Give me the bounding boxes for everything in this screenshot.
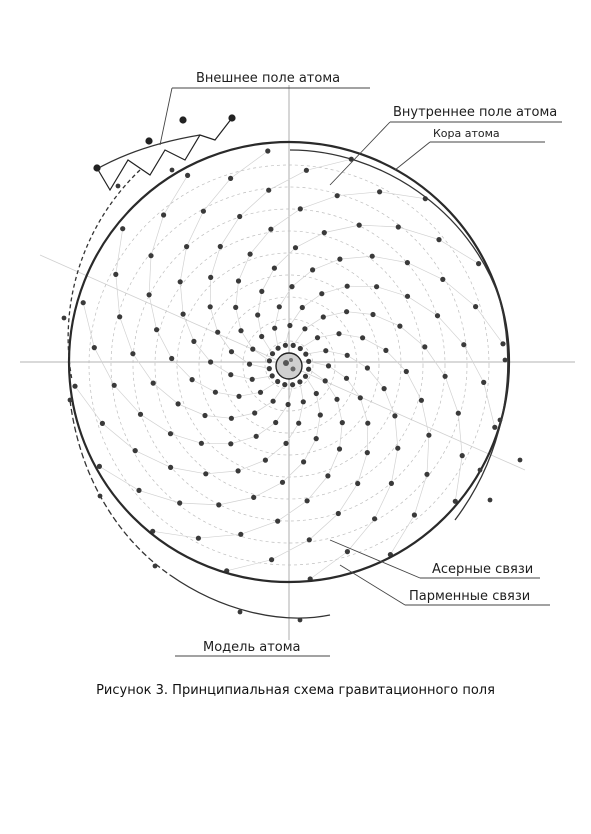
field-dot bbox=[168, 431, 173, 436]
outer-field-dot bbox=[488, 498, 493, 503]
field-dot bbox=[337, 257, 342, 262]
field-dot bbox=[237, 214, 242, 219]
inner-field-label: Внутреннее поле атома bbox=[393, 105, 558, 120]
field-dot bbox=[305, 498, 310, 503]
field-dot bbox=[236, 468, 241, 473]
field-dot bbox=[201, 209, 206, 214]
field-dot bbox=[228, 176, 233, 181]
field-dot bbox=[314, 391, 319, 396]
field-dot bbox=[151, 381, 156, 386]
field-dot bbox=[238, 532, 243, 537]
spiral-arm bbox=[178, 148, 275, 382]
field-dot bbox=[323, 378, 328, 383]
field-dot bbox=[298, 346, 303, 351]
field-dot bbox=[481, 380, 486, 385]
field-dot bbox=[302, 326, 307, 331]
field-dot bbox=[92, 345, 97, 350]
arm-path bbox=[300, 334, 429, 555]
outer-field-dots bbox=[62, 168, 523, 623]
field-dot bbox=[238, 328, 243, 333]
field-dot bbox=[370, 312, 375, 317]
field-dot bbox=[301, 459, 306, 464]
field-dot bbox=[229, 349, 234, 354]
outer-field-dot bbox=[518, 458, 523, 463]
field-dot bbox=[276, 346, 281, 351]
outer-field-dot bbox=[170, 168, 175, 173]
field-dot bbox=[377, 189, 382, 194]
model-label: Модель атома bbox=[203, 640, 301, 655]
field-dot bbox=[345, 353, 350, 358]
field-dot bbox=[133, 448, 138, 453]
field-dot bbox=[130, 351, 135, 356]
field-dot bbox=[286, 402, 291, 407]
field-dot bbox=[319, 291, 324, 296]
outer-field-dot bbox=[478, 468, 483, 473]
field-dot bbox=[306, 367, 311, 372]
inner-field-leader bbox=[330, 122, 390, 185]
field-dot bbox=[265, 148, 270, 153]
field-dot bbox=[250, 377, 255, 382]
field-dot bbox=[314, 436, 319, 441]
field-dot bbox=[303, 352, 308, 357]
field-dot bbox=[272, 326, 277, 331]
field-dot bbox=[435, 313, 440, 318]
field-dot bbox=[307, 537, 312, 542]
field-dot bbox=[196, 536, 201, 541]
field-dot bbox=[456, 411, 461, 416]
field-dot bbox=[100, 421, 105, 426]
field-dot bbox=[291, 343, 296, 348]
field-dot bbox=[436, 237, 441, 242]
field-dot bbox=[321, 314, 326, 319]
field-dot bbox=[396, 224, 401, 229]
nucleus bbox=[276, 353, 302, 379]
field-dot bbox=[199, 441, 204, 446]
field-dot bbox=[382, 386, 387, 391]
field-dot bbox=[322, 230, 327, 235]
field-dot bbox=[389, 481, 394, 486]
outer-field-dot bbox=[238, 610, 243, 615]
field-dot bbox=[323, 348, 328, 353]
outer-field-dot bbox=[68, 398, 73, 403]
field-dot bbox=[345, 549, 350, 554]
field-dot bbox=[136, 488, 141, 493]
field-dot bbox=[228, 441, 233, 446]
field-dot bbox=[335, 193, 340, 198]
field-dot bbox=[340, 420, 345, 425]
spiral-arm bbox=[224, 359, 370, 574]
field-dot bbox=[269, 557, 274, 562]
field-dot bbox=[300, 305, 305, 310]
field-dot bbox=[236, 278, 241, 283]
field-dot bbox=[113, 272, 118, 277]
aser-bonds-label: Асерные связи bbox=[432, 562, 534, 577]
field-dot bbox=[208, 359, 213, 364]
field-dot bbox=[254, 434, 259, 439]
field-dot bbox=[120, 226, 125, 231]
field-dot bbox=[304, 168, 309, 173]
field-dot bbox=[282, 382, 287, 387]
field-dot bbox=[191, 339, 196, 344]
field-dot bbox=[138, 412, 143, 417]
field-dot bbox=[250, 347, 255, 352]
field-dot bbox=[360, 335, 365, 340]
spiral-arm bbox=[283, 284, 498, 430]
field-dot bbox=[345, 284, 350, 289]
outer-field-dot bbox=[498, 418, 503, 423]
field-dot bbox=[280, 480, 285, 485]
field-dot bbox=[395, 446, 400, 451]
field-dot bbox=[213, 390, 218, 395]
crust-label: Кора атома bbox=[433, 127, 500, 140]
field-dot bbox=[236, 394, 241, 399]
field-dot bbox=[275, 379, 280, 384]
field-dot bbox=[315, 335, 320, 340]
arm-path bbox=[83, 303, 292, 444]
arm-path bbox=[227, 361, 368, 570]
arm-path bbox=[75, 382, 303, 474]
field-dot bbox=[178, 279, 183, 284]
field-dot bbox=[267, 366, 272, 371]
field-dot bbox=[318, 412, 323, 417]
field-dot bbox=[344, 376, 349, 381]
field-dot bbox=[248, 252, 253, 257]
aser-leader bbox=[330, 540, 420, 578]
field-dot bbox=[289, 284, 294, 289]
parmen-leader bbox=[340, 565, 405, 605]
field-dot bbox=[298, 206, 303, 211]
arm-path bbox=[275, 256, 503, 348]
field-dot bbox=[412, 512, 417, 517]
field-dot bbox=[310, 267, 315, 272]
field-dot bbox=[251, 495, 256, 500]
field-dot bbox=[419, 398, 424, 403]
parmen-bonds-label: Парменные связи bbox=[409, 589, 531, 604]
field-dot bbox=[326, 363, 331, 368]
field-dot bbox=[190, 377, 195, 382]
field-dot bbox=[460, 453, 465, 458]
field-dot bbox=[203, 471, 208, 476]
field-dot bbox=[405, 260, 410, 265]
field-dot bbox=[271, 399, 276, 404]
field-dot bbox=[177, 500, 182, 505]
outer-field-dot bbox=[153, 564, 158, 569]
field-dot bbox=[218, 244, 223, 249]
field-dot bbox=[355, 481, 360, 486]
outer-field-dot bbox=[62, 316, 67, 321]
field-dot bbox=[301, 399, 306, 404]
arm-path bbox=[99, 376, 320, 505]
field-dot bbox=[255, 312, 260, 317]
arm-path bbox=[149, 175, 278, 396]
field-dot bbox=[306, 359, 311, 364]
field-dot bbox=[252, 410, 257, 415]
field-dot bbox=[263, 458, 268, 463]
field-dot bbox=[259, 334, 264, 339]
field-dot bbox=[72, 384, 77, 389]
field-dot bbox=[365, 450, 370, 455]
field-dot bbox=[404, 369, 409, 374]
arm-path bbox=[306, 351, 398, 579]
field-dot bbox=[233, 305, 238, 310]
field-dot bbox=[181, 312, 186, 317]
field-dot bbox=[287, 323, 292, 328]
field-dot bbox=[422, 344, 427, 349]
field-dot bbox=[336, 331, 341, 336]
figure-caption: Рисунок 3. Принципиальная схема гравитационного поля bbox=[96, 683, 495, 698]
field-dot bbox=[392, 413, 397, 418]
field-dot bbox=[358, 395, 363, 400]
field-dot bbox=[296, 421, 301, 426]
field-dot bbox=[283, 343, 288, 348]
crust-leader bbox=[395, 142, 430, 170]
field-dot bbox=[184, 244, 189, 249]
field-dot bbox=[117, 314, 122, 319]
field-dot bbox=[365, 421, 370, 426]
field-dot bbox=[297, 379, 302, 384]
spiral-arm bbox=[272, 254, 506, 351]
spiral-arm bbox=[72, 379, 306, 476]
field-dot bbox=[365, 365, 370, 370]
field-dot bbox=[208, 275, 213, 280]
outer-field-marker bbox=[94, 115, 235, 190]
outer-field-dot bbox=[116, 184, 121, 189]
field-dot bbox=[266, 188, 271, 193]
field-dot bbox=[147, 292, 152, 297]
field-dot bbox=[148, 253, 153, 258]
field-dot bbox=[270, 351, 275, 356]
spiral-arm bbox=[81, 300, 296, 446]
field-dot bbox=[267, 358, 272, 363]
field-dot bbox=[476, 261, 481, 266]
field-dot bbox=[372, 516, 377, 521]
field-dot bbox=[258, 390, 263, 395]
field-dot bbox=[81, 300, 86, 305]
field-dot bbox=[228, 372, 233, 377]
field-dot bbox=[405, 294, 410, 299]
field-dot bbox=[397, 324, 402, 329]
field-dot bbox=[161, 212, 166, 217]
field-dot bbox=[334, 397, 339, 402]
field-dot bbox=[370, 254, 375, 259]
field-dot bbox=[440, 277, 445, 282]
field-dot bbox=[247, 362, 252, 367]
outer-field-dot bbox=[298, 618, 303, 623]
field-dot bbox=[443, 374, 448, 379]
field-dot bbox=[424, 472, 429, 477]
arm-path bbox=[210, 159, 351, 368]
field-dot bbox=[176, 401, 181, 406]
field-dot bbox=[290, 382, 295, 387]
field-dot bbox=[357, 223, 362, 228]
field-dot bbox=[273, 420, 278, 425]
field-dot bbox=[426, 433, 431, 438]
field-dot bbox=[492, 425, 497, 430]
outer-field-leader bbox=[160, 88, 172, 145]
field-dot bbox=[383, 348, 388, 353]
field-dot bbox=[336, 511, 341, 516]
arm-path bbox=[285, 286, 494, 427]
outer-field-label: Внешнее поле атома bbox=[196, 71, 341, 86]
field-dot bbox=[325, 473, 330, 478]
outer-field-dot bbox=[98, 494, 103, 499]
field-dot bbox=[168, 465, 173, 470]
spiral-arm bbox=[303, 348, 400, 582]
field-dot bbox=[303, 374, 308, 379]
arm-path bbox=[258, 225, 479, 354]
field-dot bbox=[270, 373, 275, 378]
field-dot bbox=[337, 446, 342, 451]
field-dot bbox=[500, 341, 505, 346]
outer-field-dot bbox=[503, 358, 508, 363]
field-dot bbox=[374, 284, 379, 289]
field-dot bbox=[216, 502, 221, 507]
field-dot bbox=[259, 289, 264, 294]
field-dot bbox=[154, 327, 159, 332]
field-dot bbox=[293, 245, 298, 250]
field-dot bbox=[461, 342, 466, 347]
field-dot bbox=[272, 266, 277, 271]
field-dot bbox=[277, 304, 282, 309]
field-dot bbox=[208, 304, 213, 309]
field-dot bbox=[215, 330, 220, 335]
field-dot bbox=[229, 416, 234, 421]
field-dot bbox=[283, 441, 288, 446]
field-dot bbox=[169, 356, 174, 361]
field-dot bbox=[268, 227, 273, 232]
field-dot bbox=[275, 519, 280, 524]
field-dot bbox=[473, 304, 478, 309]
arm-path bbox=[180, 151, 272, 379]
field-dot bbox=[112, 383, 117, 388]
field-dot bbox=[202, 413, 207, 418]
field-dot bbox=[185, 173, 190, 178]
field-dot bbox=[344, 309, 349, 314]
